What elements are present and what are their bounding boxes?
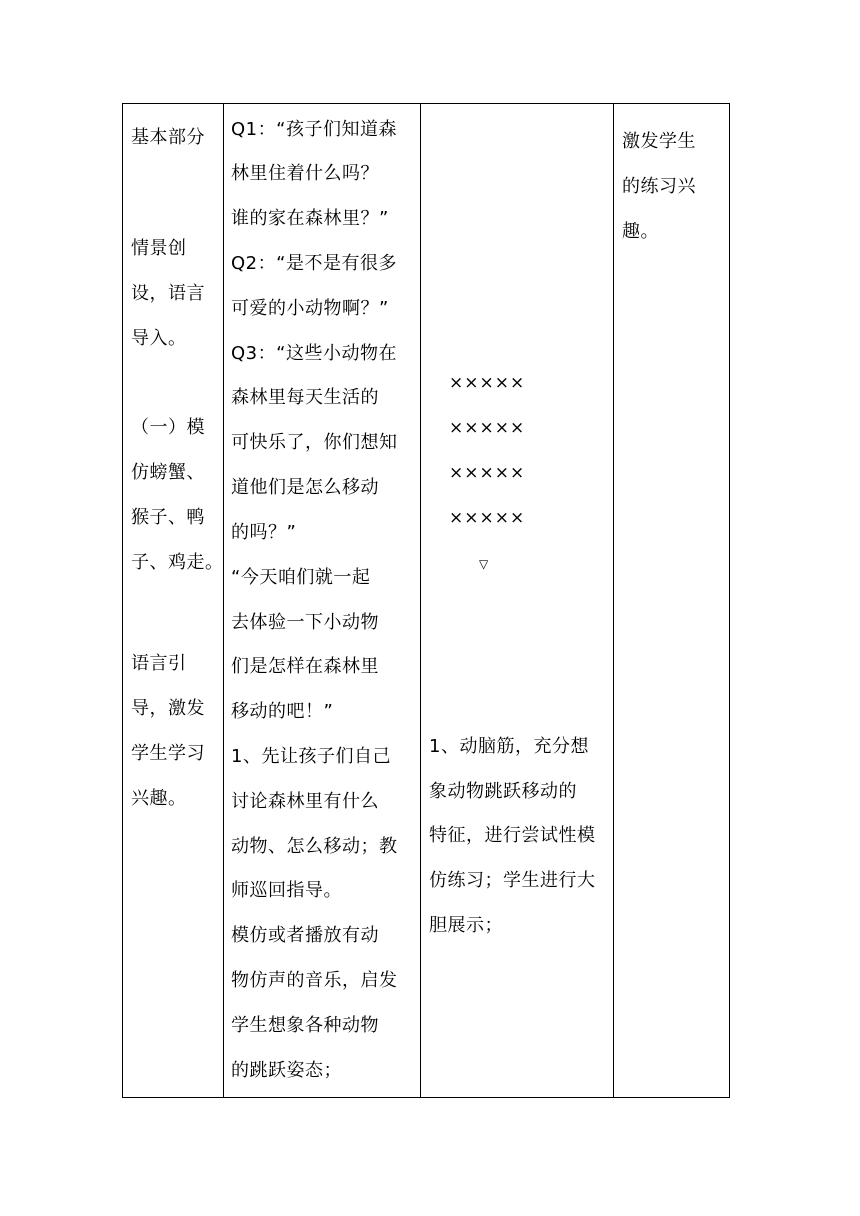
section-text-line: 学生学习 <box>131 743 205 764</box>
formation-row: ××××× <box>449 463 526 483</box>
student-text-line: 胆展示； <box>429 915 503 936</box>
formation-row: ××××× <box>449 418 526 438</box>
student-text-line: 1、动脑筋，充分想 <box>429 736 589 757</box>
column-divider <box>420 104 421 1097</box>
section-text-line: 兴趣。 <box>131 788 187 809</box>
section-text-line: 情景创 <box>131 238 187 259</box>
purpose-text-line: 趣。 <box>622 221 659 242</box>
section-text-line: 猴子、鸭 <box>131 507 205 528</box>
teacher-position-icon: ▽ <box>479 557 489 571</box>
teacher-text-line: 移动的吧！” <box>231 701 334 722</box>
teacher-text-line: Q1：“孩子们知道森 <box>231 119 397 140</box>
teacher-text-line: “今天咱们就一起 <box>231 567 371 588</box>
column-divider <box>223 104 224 1097</box>
teacher-text-line: 道他们是怎么移动 <box>231 477 379 498</box>
teacher-text-line: 师巡回指导。 <box>231 880 342 901</box>
teacher-text-line: 们是怎样在森林里 <box>231 656 379 677</box>
formation-row: ××××× <box>449 373 526 393</box>
formation-row: ××××× <box>449 508 526 528</box>
section-text-line: 设，语言 <box>131 283 205 304</box>
student-text-line: 象动物跳跃移动的 <box>429 781 577 802</box>
teacher-text-line: 可快乐了，你们想知 <box>231 432 398 453</box>
teacher-text-line: Q2：“是不是有很多 <box>231 253 397 274</box>
teacher-text-line: 讨论森林里有什么 <box>231 791 379 812</box>
teacher-text-line: 1、先让孩子们自己 <box>231 746 391 767</box>
section-text-line: 语言引 <box>131 653 187 674</box>
column-divider <box>613 104 614 1097</box>
section-text-line: 导入。 <box>131 328 187 349</box>
student-text-line: 特征，进行尝试性模 <box>429 825 596 846</box>
teacher-text-line: 可爱的小动物啊？” <box>231 298 389 319</box>
teacher-text-line: Q3：“这些小动物在 <box>231 343 397 364</box>
teacher-text-line: 森林里每天生活的 <box>231 387 379 408</box>
section-text-line: 子、鸡走。 <box>131 552 224 573</box>
teacher-text-line: 的跳跃姿态； <box>231 1060 342 1081</box>
teacher-text-line: 谁的家在森林里？” <box>231 208 389 229</box>
section-title: 基本部分 <box>131 127 205 148</box>
purpose-text-line: 的练习兴 <box>622 176 696 197</box>
lesson-plan-table <box>122 103 730 1098</box>
student-text-line: 仿练习；学生进行大 <box>429 870 596 891</box>
purpose-text-line: 激发学生 <box>622 131 696 152</box>
section-text-line: 仿螃蟹、 <box>131 462 205 483</box>
section-text-line: 导，激发 <box>131 698 205 719</box>
teacher-text-line: 去体验一下小动物 <box>231 612 379 633</box>
teacher-text-line: 学生想象各种动物 <box>231 1015 379 1036</box>
teacher-text-line: 林里住着什么吗？ <box>231 163 379 184</box>
teacher-text-line: 动物、怎么移动；教 <box>231 836 398 857</box>
section-text-line: （一）模 <box>131 417 205 438</box>
teacher-text-line: 物仿声的音乐，启发 <box>231 970 398 991</box>
teacher-text-line: 的吗？” <box>231 522 297 543</box>
teacher-text-line: 模仿或者播放有动 <box>231 925 379 946</box>
